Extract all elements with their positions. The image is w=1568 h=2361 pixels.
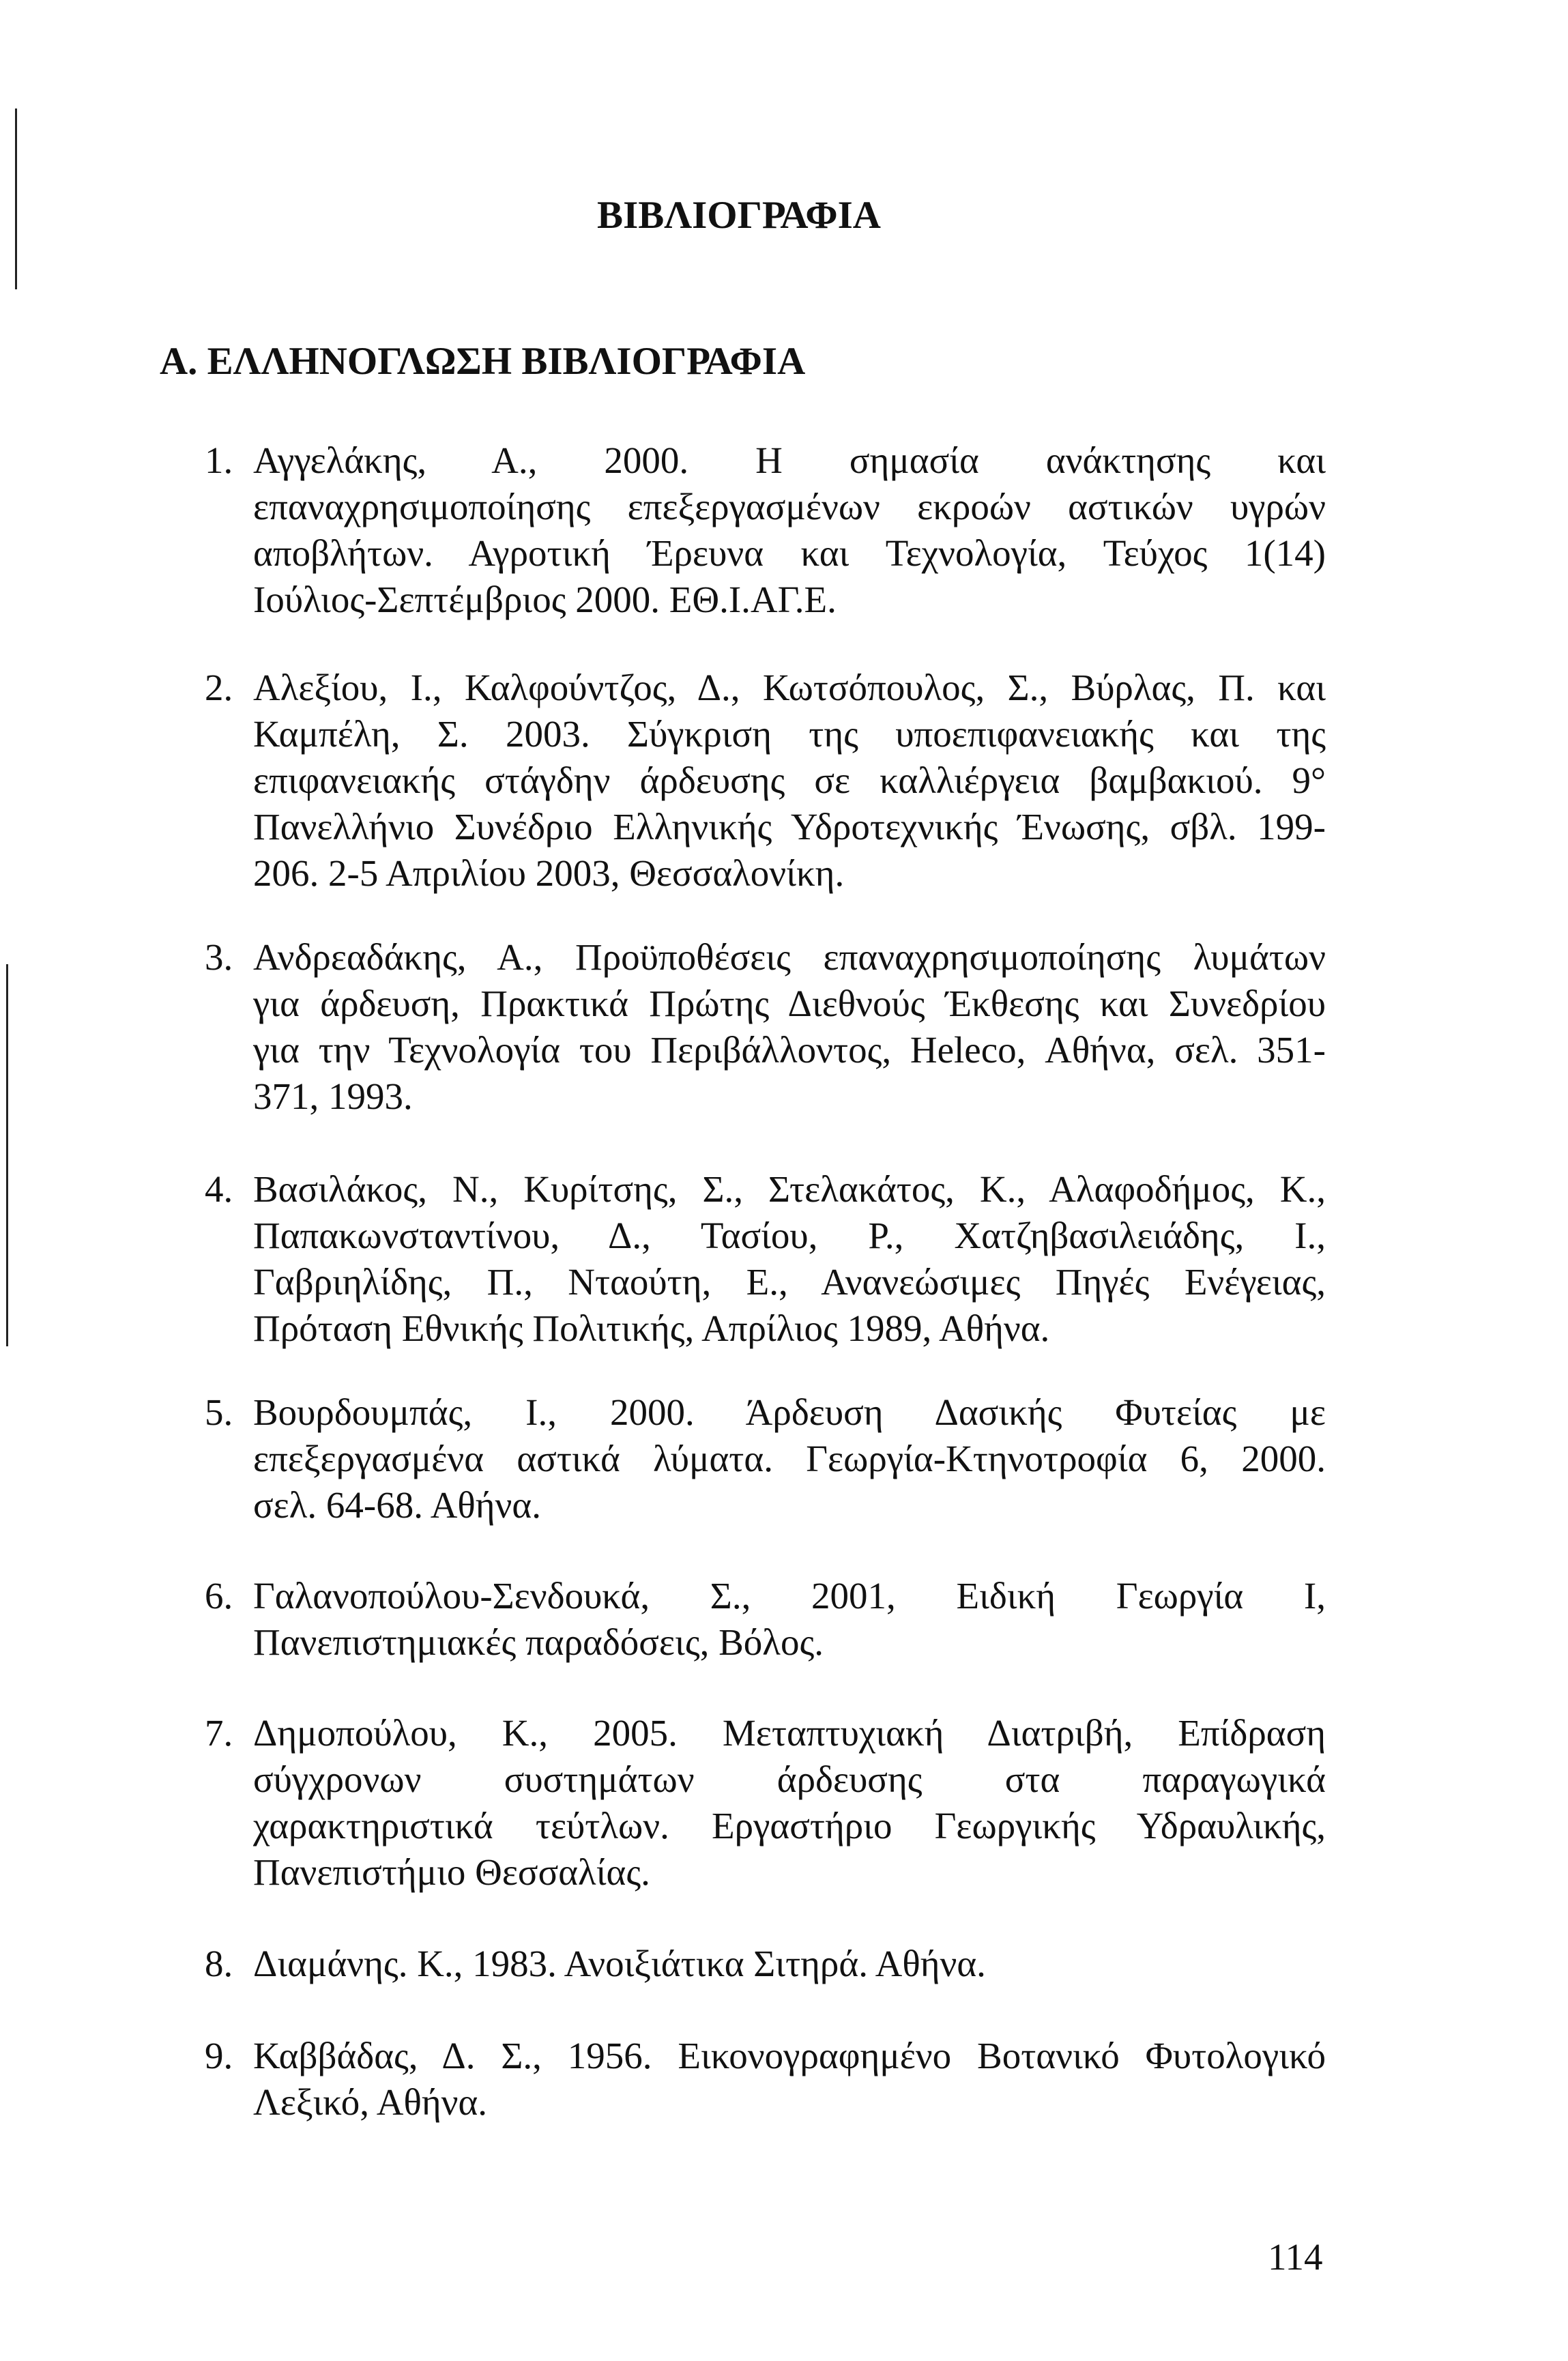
entry-line: Πανελλήνιο Συνέδριο Ελληνικής Υδροτεχνικής Ένωσης, σβλ. 199- — [253, 806, 1326, 848]
entry-number: 1. — [205, 439, 233, 481]
entry-text — [253, 934, 1326, 1120]
entry-text — [253, 1389, 1326, 1529]
page-title: ΒΙΒΛΙΟΓΡΑΦΙΑ — [597, 194, 881, 237]
entry-line: Καμπέλη, Σ. 2003. Σύγκριση της υποεπιφανειακής και της — [253, 713, 1326, 755]
entry-line: Αγγελάκης, Α., 2000. Η σημασία ανάκτησης και — [253, 439, 1326, 481]
scan-edge-line — [15, 108, 17, 289]
entry-text — [253, 2033, 1326, 2126]
scan-edge-line — [6, 964, 8, 1346]
entry-line: Πρόταση Εθνικής Πολιτικής, Απρίλιος 1989, Αθήνα. — [253, 1307, 1050, 1349]
entry-number: 9. — [205, 2035, 233, 2076]
entry-text — [253, 1710, 1326, 1896]
entry-text — [253, 1941, 1326, 1987]
entry-number: 4. — [205, 1168, 233, 1210]
entry-line: σύγχρονων συστημάτων άρδευσης στα παραγωγικά — [253, 1758, 1326, 1800]
section-heading: Α. ΕΛΛΗΝΟΓΛΩΣΗ ΒΙΒΛΙΟΓΡΑΦΙΑ — [160, 340, 806, 383]
entry-number: 8. — [205, 1943, 233, 1984]
entry-line: Παπακωνσταντίνου, Δ., Τασίου, Ρ., Χατζηβασιλειάδης, Ι., — [253, 1215, 1326, 1256]
entry-line: Γαλανοπούλου-Σενδουκά, Σ., 2001, Ειδική Γεωργία Ι, — [253, 1575, 1326, 1617]
entry-line: Ανδρεαδάκης, Α., Προϋποθέσεις επαναχρησιμοποίησης λυμάτων — [253, 936, 1326, 978]
entry-text — [253, 437, 1326, 623]
entry-line: επεξεργασμένα αστικά λύματα. Γεωργία-Κτηνοτροφία 6, 2000. — [253, 1438, 1326, 1479]
entry-number: 7. — [205, 1712, 233, 1754]
entry-number: 6. — [205, 1575, 233, 1617]
entry-text — [253, 1166, 1326, 1352]
entry-line: Γαβριηλίδης, Π., Νταούτη, Ε., Ανανεώσιμες Πηγές Ενέγειας, — [253, 1261, 1326, 1303]
entry-line: Δημοπούλου, Κ., 2005. Μεταπτυχιακή Διατριβή, Επίδραση — [253, 1712, 1326, 1754]
entry-line: χαρακτηριστικά τεύτλων. Εργαστήριο Γεωργικής Υδραυλικής, — [253, 1805, 1326, 1846]
entry-line: Αλεξίου, Ι., Καλφούντζος, Δ., Κωτσόπουλος, Σ., Βύρλας, Π. και — [253, 667, 1326, 708]
page-number: 114 — [1268, 2236, 1323, 2278]
entry-line: Βασιλάκος, Ν., Κυρίτσης, Σ., Στελακάτος, Κ., Αλαφοδήμος, Κ., — [253, 1168, 1326, 1210]
entry-text — [253, 665, 1326, 897]
entry-line: 371, 1993. — [253, 1075, 413, 1117]
entry-line: Πανεπιστημιακές παραδόσεις, Βόλος. — [253, 1621, 824, 1663]
entry-line: Βουρδουμπάς, Ι., 2000. Άρδευση Δασικής Φυτείας με — [253, 1391, 1326, 1433]
entry-line: επαναχρησιμοποίησης επεξεργασμένων εκροών αστικών υγρών — [253, 486, 1326, 527]
entry-line: αποβλήτων. Αγροτική Έρευνα και Τεχνολογία, Τεύχος 1(14) — [253, 532, 1326, 574]
entry-number: 2. — [205, 667, 233, 708]
entry-line: Καββάδας, Δ. Σ., 1956. Εικονογραφημένο Βοτανικό Φυτολογικό — [253, 2035, 1326, 2076]
entry-line: σελ. 64-68. Αθήνα. — [253, 1484, 541, 1526]
entry-line: Διαμάνης. Κ., 1983. Ανοιξιάτικα Σιτηρά. Αθήνα. — [253, 1943, 986, 1984]
entry-line: Πανεπιστήμιο Θεσσαλίας. — [253, 1851, 650, 1893]
entry-line: Λεξικό, Αθήνα. — [253, 2081, 488, 2123]
entry-line: για την Τεχνολογία του Περιβάλλοντος, Heleco, Αθήνα, σελ. 351- — [253, 1029, 1326, 1071]
entry-text — [253, 1573, 1326, 1666]
entry-line: Ιούλιος-Σεπτέμβριος 2000. ΕΘ.Ι.ΑΓ.Ε. — [253, 579, 837, 620]
entry-number: 5. — [205, 1391, 233, 1433]
entry-line: 206. 2-5 Απριλίου 2003, Θεσσαλονίκη. — [253, 852, 845, 894]
entry-line: επιφανειακής στάγδην άρδευσης σε καλλιέργεια βαμβακιού. 9° — [253, 759, 1326, 801]
entry-line: για άρδευση, Πρακτικά Πρώτης Διεθνούς Έκθεσης και Συνεδρίου — [253, 983, 1326, 1024]
entry-number: 3. — [205, 936, 233, 978]
